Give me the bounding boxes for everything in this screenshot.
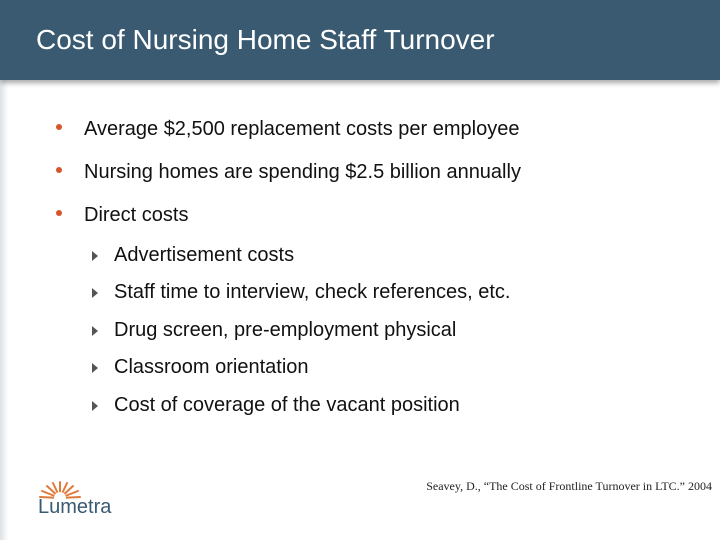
triangle-right-icon (92, 251, 98, 261)
sub-bullet-item (92, 244, 294, 267)
bullet-text: Direct costs (84, 204, 189, 226)
lumetra-logo (34, 478, 134, 524)
triangle-right-icon (92, 326, 98, 336)
triangle-right-icon (92, 288, 98, 298)
sub-bullet-text: Advertisement costs (114, 244, 295, 266)
bullet-text: Nursing homes are spending $2.5 billion annually (84, 161, 521, 183)
logo-wordmark: Lumetra (38, 496, 112, 518)
bullet-item (56, 161, 521, 184)
triangle-right-icon (92, 363, 98, 373)
bullet-item (56, 204, 188, 227)
sub-bullet-item (92, 394, 460, 417)
slide-title: Cost of Nursing Home Staff Turnover (36, 24, 495, 55)
sub-bullet-item (92, 356, 309, 379)
sub-bullet-text: Classroom orientation (114, 356, 309, 378)
triangle-right-icon (92, 401, 98, 411)
sub-bullet-text: Staff time to interview, check references, etc. (114, 281, 511, 303)
bullet-dot-icon (56, 124, 62, 130)
bullet-item (56, 118, 519, 141)
bullet-text: Average $2,500 replacement costs per employee (84, 118, 520, 140)
sub-bullet-item (92, 281, 510, 304)
sub-bullet-text: Cost of coverage of the vacant position (114, 394, 460, 416)
citation: Seavey, D., “The Cost of Frontline Turnover in LTC.” 2004 (426, 479, 712, 493)
sub-bullet-text: Drug screen, pre-employment physical (114, 319, 457, 341)
bullet-dot-icon (56, 167, 62, 173)
bullet-dot-icon (56, 210, 62, 216)
sub-bullet-item (92, 319, 456, 342)
